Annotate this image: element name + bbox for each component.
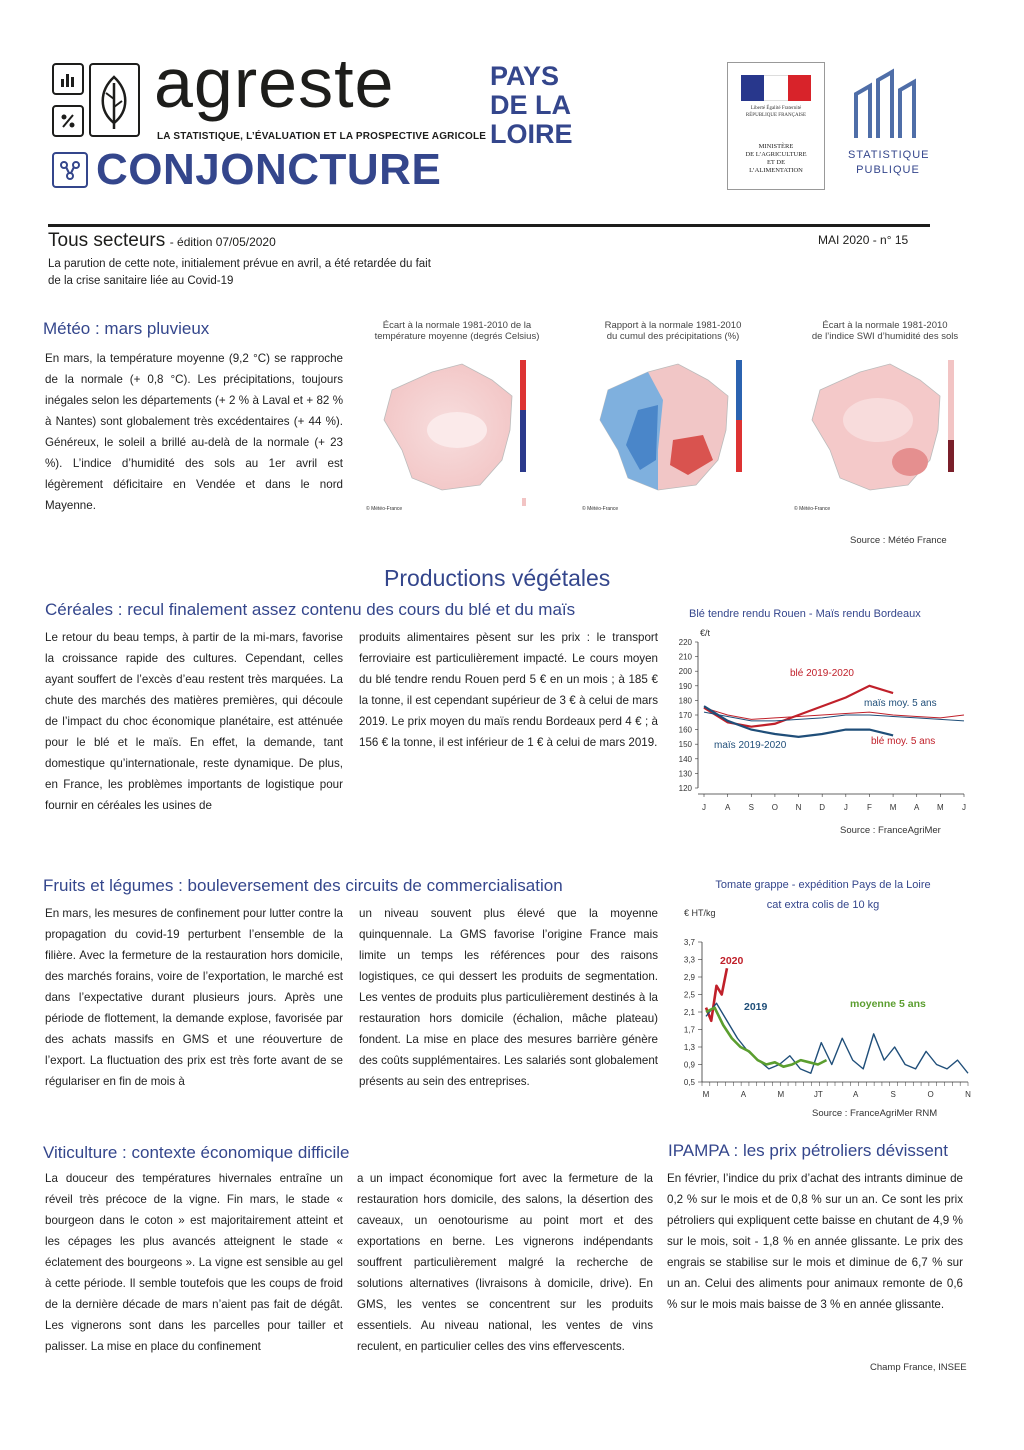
fruits-col1: En mars, les mesures de confinement pour lutter contre la propagation du covid-19 perturbent l’ensemble de la filière. Avec la fermeture de la restauration hors domicile, des marchés forains, voire de l’exportation, le marché est dans l’expectative durant plusieurs jours. Après une période de flottement, la demande explose, favorisée par des achats massifs en GMS et une réouverture de l’export. La fluctuation des prix est très forte avant de se régulariser en fin de mois à bbox=[45, 907, 343, 1088]
series-label: blé moy. 5 ans bbox=[871, 736, 936, 747]
y-tick-label: 160 bbox=[678, 725, 692, 735]
series-label: moyenne 5 ans bbox=[850, 998, 926, 1010]
x-tick-label: M bbox=[889, 803, 897, 812]
region-line: PAYS bbox=[490, 61, 560, 91]
meteo-text: En mars, la température moyenne (9,2 °C) se rapproche de la normale (+ 0,8 °C). Les précipitations, toujours inégales selon les départements (+ 2 % à Laval et + 82 % à Nantes) sont globalement très excédentaires (+ 44 %). Généreux, le soleil a brillé au-delà de la normale (+ 23 %). L’indice d’humidité des sols au 1er avril est légèrement déficitaire en Vendée et dans le nord Mayenne. bbox=[45, 352, 343, 512]
y-tick-label: 190 bbox=[678, 681, 692, 691]
x-tick-label: M bbox=[937, 803, 944, 812]
map-footer: © Météo-France bbox=[582, 506, 619, 512]
ministry-line: MINISTÈRE bbox=[758, 143, 794, 150]
y-tick-label: 2,9 bbox=[683, 973, 695, 982]
map-footer: © Météo-France bbox=[794, 506, 831, 512]
x-tick-label: A bbox=[740, 1090, 747, 1099]
region-name bbox=[490, 62, 573, 149]
fruits-col2: un niveau souvent plus élevé que la moyenne quinquennale. La GMS favorise l’origine France mais limite un temps les références pour des raisons logistiques, ce qui dessert les produits de segmentation. Les ventes de produits plus particulièrement destinés à la restauration hors domicile (échalion, mâche plateau) fondent. La mise en place des mesures barrière génère des coûts supplémentaires. Les salariés sont globalement présents au sein des entreprises. bbox=[359, 907, 658, 1088]
x-tick-label: N bbox=[795, 803, 802, 812]
ipampa-source: Champ France, INSEE bbox=[870, 1362, 967, 1373]
percent-icon bbox=[52, 105, 84, 137]
series-label: 2019 bbox=[744, 1001, 768, 1013]
brand-tagline: LA STATISTIQUE, L’ÉVALUATION ET LA PROSPECTIVE AGRICOLE bbox=[157, 131, 487, 142]
series-label: blé 2019-2020 bbox=[790, 668, 854, 679]
x-tick-label: F bbox=[867, 803, 872, 812]
viti-col2: a un impact économique fort avec la fermeture de la restauration hors domicile, des salons, la désertion des caveaux, un oenotourisme au point mort et des exportations en berne. Les vignerons indépendants souffrent particulièrement malgré la recherche de solutions alternatives (livraisons à domicile, drive). En GMS, les ventes se concentrent sur les produits essentiels. Au niveau national, les ventes de vins reculent, en particulier celles des vins effervescents. bbox=[357, 1172, 653, 1353]
series-line-1 bbox=[706, 1003, 968, 1073]
fruits-title: Fruits et légumes : bouleversement des circuits de commercialisation bbox=[43, 876, 563, 895]
y-tick-label: 0,9 bbox=[683, 1060, 695, 1070]
map-precipitation bbox=[578, 350, 768, 515]
y-tick-label: 3,3 bbox=[683, 955, 695, 965]
y-tick-label: 220 bbox=[678, 638, 692, 647]
viti-col1: La douceur des températures hivernales entraîne un réveil très précoce de la vigne. Fin mars, le stade « bourgeon dans le coton » est majoritairement atteint et les cépages les plus avancés atteignent le stade « éclatement des bourgeons ». La vigne est sensible au gel à cette période. Il semble toutefois que les coups de froid de la dernière décade de mars n’aient pas fait de dégât. Les vignerons sont dans les parcelles pour tailler et palisser. La mise en place du confinement bbox=[45, 1172, 343, 1353]
x-tick-label: A bbox=[724, 803, 731, 812]
x-tick-label: S bbox=[890, 1090, 896, 1099]
y-tick-label: 180 bbox=[678, 696, 692, 706]
republic-name: RÉPUBLIQUE FRANÇAISE bbox=[745, 113, 807, 118]
chart-icon bbox=[52, 63, 84, 95]
cereales-title: Céréales : recul finalement assez contenu des cours du blé et du maïs bbox=[45, 600, 576, 619]
viti-title: Viticulture : contexte économique difficile bbox=[43, 1143, 350, 1162]
series-line-2 bbox=[704, 712, 964, 721]
x-tick-label: S bbox=[748, 803, 754, 812]
x-tick-label: M bbox=[777, 1090, 785, 1099]
ipampa-text: En février, l’indice du prix d’achat des intrants diminue de 0,2 % sur le mois et de 0,8 % sur un an. Ce sont les prix pétroliers qui expliquent cette baisse en chutant de 4,9 % sur le mois, soit - 1,8 % en année glissante. Le prix des engrais se stabilise sur le mois et diminue de 6,7 % sur un an. Celui des aliments pour animaux remonte de 0,6 % sur le mois mais baisse de 3 % en année glissante. bbox=[667, 1172, 963, 1311]
x-tick-label: A bbox=[914, 803, 920, 812]
map-caption-precipitation: Rapport à la normale 1981-2010 du cumul des précipitations (%) bbox=[604, 320, 742, 342]
statistique-publique-logo bbox=[848, 66, 928, 188]
leaf-icon bbox=[89, 63, 140, 137]
marianne-flag-icon bbox=[741, 75, 811, 101]
cereales-col2: produits alimentaires pèsent sur les prix : le transport ferroviaire est particulièrement impacté. Le cours moyen du blé tendre rendu Rouen perd 5 € en un mois ; à 185 € la tonne, il est cependant supérieur de 3 € à celui de mars 2019. Le prix moyen du maïs rendu Bordeaux perd 4 € ; à 156 € la tonne, il est inférieur de 1 € à celui de mars 2019. bbox=[359, 631, 658, 749]
series-line-3 bbox=[704, 706, 893, 737]
cereales-chart-title: Blé tendre rendu Rouen - Maïs rendu Bordeaux bbox=[689, 608, 921, 620]
map-soil-humidity bbox=[790, 350, 980, 515]
series-label: maïs moy. 5 ans bbox=[864, 698, 937, 709]
x-tick-label: D bbox=[819, 803, 826, 812]
cereales-chart bbox=[668, 624, 978, 816]
stat-line: STATISTIQUE bbox=[848, 149, 930, 161]
y-unit-label: € HT/kg bbox=[684, 908, 716, 918]
publication-title: CONJONCTURE bbox=[96, 145, 442, 194]
stat-line: PUBLIQUE bbox=[856, 164, 920, 176]
ministry-line: ET DE bbox=[766, 159, 786, 166]
buildings-icon bbox=[848, 66, 928, 146]
sector-title: Tous secteurs bbox=[48, 230, 166, 251]
x-tick-label: J bbox=[843, 803, 848, 812]
meteo-source: Source : Météo France bbox=[850, 535, 947, 546]
y-unit-label: €/t bbox=[700, 628, 711, 638]
x-tick-label: O bbox=[927, 1090, 934, 1099]
cereales-source: Source : FranceAgriMer bbox=[840, 825, 941, 836]
edition-date: - édition 07/05/2020 bbox=[169, 235, 276, 249]
map-caption-soil-humidity: Écart à la normale 1981-2010 de l’indice SWI d’humidité des sols bbox=[811, 320, 959, 342]
y-tick-label: 200 bbox=[678, 667, 692, 677]
x-tick-label: M bbox=[702, 1090, 710, 1099]
region-line: LOIRE bbox=[490, 119, 573, 149]
region-line: DE LA bbox=[490, 90, 571, 120]
tomato-chart bbox=[668, 902, 978, 1110]
ministry-line: DE L’AGRICULTURE bbox=[745, 151, 807, 158]
x-tick-label: JT bbox=[813, 1090, 823, 1099]
network-icon bbox=[52, 152, 88, 188]
ministry-line: L’ALIMENTATION bbox=[749, 167, 803, 174]
y-tick-label: 1,7 bbox=[683, 1025, 695, 1035]
note-line: La parution de cette note, initialement prévue en avril, a été retardée du fait bbox=[48, 258, 431, 270]
series-label: maïs 2019-2020 bbox=[714, 740, 787, 751]
x-tick-label: A bbox=[853, 1090, 859, 1099]
ipampa-title: IPAMPA : les prix pétroliers dévissent bbox=[668, 1141, 948, 1160]
map-caption-temperature: Écart à la normale 1981-2010 de la température moyenne (degrés Celsius) bbox=[374, 320, 540, 342]
y-tick-label: 2,1 bbox=[683, 1008, 695, 1017]
map-footer: © Météo-France bbox=[366, 506, 403, 512]
x-tick-label: O bbox=[771, 803, 779, 812]
cereales-col1: Le retour du beau temps, à partir de la mi-mars, favorise la croissance rapide des cultures. Cependant, celles ayant souffert de l’excès d’eau restent très marquées. La chute des marchés des matières premières, qui découle de l’impact du choc économique planétaire, est atténuée pour le blé et le maïs. En effet, la demande, tant domestique qu’internationale, reste dynamique. De plus, en France, les problèmes importants de logistique pour fournir en céréales les usines de bbox=[45, 631, 343, 812]
ministry-logo bbox=[727, 62, 825, 190]
meteo-title: Météo : mars pluvieux bbox=[43, 319, 210, 338]
note-line: de la crise sanitaire liée au Covid-19 bbox=[48, 275, 234, 287]
header-rule bbox=[48, 224, 930, 227]
map-temperature bbox=[362, 350, 552, 515]
y-tick-label: 170 bbox=[678, 711, 692, 720]
edition-line bbox=[48, 230, 276, 252]
y-tick-label: 210 bbox=[678, 652, 692, 662]
tomato-chart-title-line: Tomate grappe - expédition Pays de la Loire bbox=[715, 879, 931, 891]
edition-note bbox=[48, 256, 431, 290]
series-label: 2020 bbox=[720, 955, 744, 967]
y-tick-label: 120 bbox=[678, 784, 692, 793]
y-tick-label: 150 bbox=[678, 740, 692, 750]
republic-motto: Liberté Égalité Fraternité bbox=[750, 106, 802, 111]
y-tick-label: 1,3 bbox=[683, 1043, 695, 1052]
y-tick-label: 130 bbox=[678, 769, 692, 779]
y-tick-label: 0,5 bbox=[683, 1078, 695, 1087]
x-tick-label: N bbox=[965, 1090, 971, 1099]
series-line-1 bbox=[704, 708, 964, 720]
x-tick-label: J bbox=[962, 803, 966, 812]
vegetales-title: Productions végétales bbox=[384, 565, 611, 591]
issue-number: MAI 2020 - n° 15 bbox=[818, 233, 909, 247]
brand-name: agreste bbox=[154, 44, 395, 122]
y-tick-label: 140 bbox=[678, 754, 692, 764]
y-tick-label: 2,5 bbox=[683, 990, 695, 1000]
tomato-chart-subtitle: cat extra colis de 10 kg bbox=[766, 899, 880, 911]
fruits-source: Source : FranceAgriMer RNM bbox=[812, 1108, 938, 1119]
y-tick-label: 3,7 bbox=[683, 938, 695, 947]
x-tick-label: J bbox=[702, 803, 706, 812]
